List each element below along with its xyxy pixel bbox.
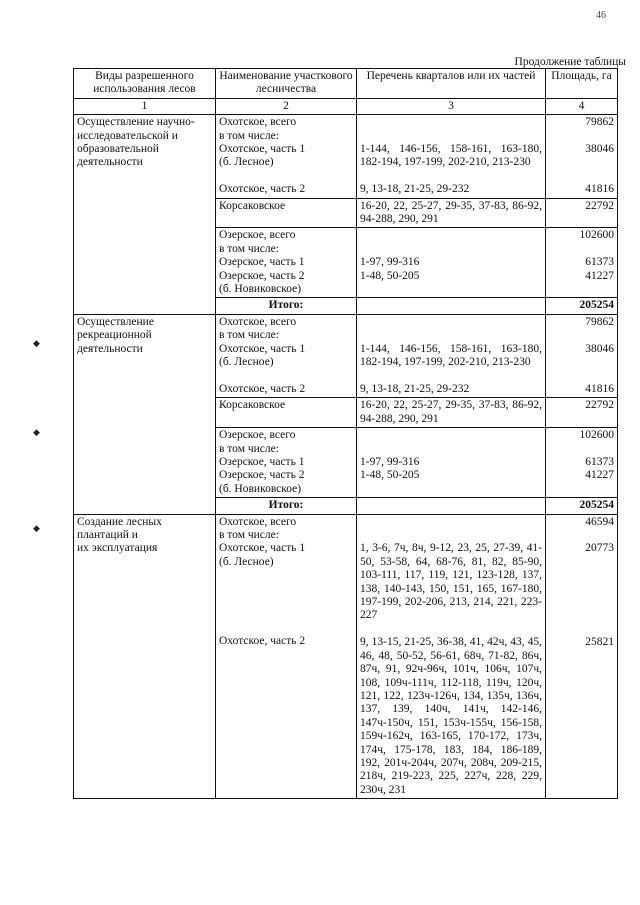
header-use-kind: Виды разрешенного использования лесов: [74, 69, 216, 99]
area-value: 22792: [546, 198, 618, 228]
quarters-list: 9, 13-15, 21-25, 36-38, 41, 42ч, 43, 45, 46, 48, 50-52, 56-61, 68ч, 71-82, 86ч, 87ч, 91, 92ч-96ч, 101ч, 106ч, 107ч, 108, 109ч-111ч, 112-118, 119ч, 120ч, 121, 122, 123ч-126ч, 134, 135ч, 136ч, 137, 139, 140ч, 141ч, 142-146, 147ч-150ч, 151, 153ч-155ч, 156-158, 159ч-162ч, 163-165, 170-172, 173ч, 174ч, 175-178, 183, 184, 186-189, 192, 201ч-204ч, 207ч, 208ч, 209-215, 218ч, 219-223, 225, 227ч, 228, 229, 230ч, 231: [360, 636, 542, 796]
area-cell: [546, 428, 618, 498]
table-row: [74, 115, 618, 198]
col-num-2: 2: [216, 98, 357, 114]
forest-use-table: [73, 68, 618, 799]
area-value: 61373: [585, 256, 614, 269]
forestry-name: Корсаковское: [216, 198, 357, 228]
quarters-list: 9, 13-18, 21-25, 29-232: [360, 183, 470, 196]
forestry-cell: [216, 514, 357, 799]
area-value: 61373: [585, 455, 614, 468]
col-num-1: 1: [74, 98, 216, 114]
area-value: 38046: [585, 143, 614, 156]
quarters-list: 1-97, 99-316: [360, 455, 420, 468]
quarters-list: 1-144, 146-156, 158-161, 163-180, 182-194, 197-199, 202-210, 213-230: [360, 143, 542, 169]
forestry-name: Охотское, всего: [219, 515, 297, 528]
table-row: [74, 314, 618, 397]
quarters-cell: [357, 314, 546, 397]
area-value: 79862: [585, 116, 614, 129]
forestry-name: Охотское, часть 1: [219, 542, 306, 555]
header-area: Площадь, га: [546, 69, 618, 99]
quarters-cell: [357, 228, 546, 298]
margin-mark-icon: ◆: [33, 338, 40, 348]
use-kind-cell: [74, 514, 216, 799]
use-kind-cell: [74, 115, 216, 315]
area-value: 22792: [546, 398, 618, 428]
quarters-cell: [357, 115, 546, 198]
continuation-caption: Продолжение таблицы: [514, 56, 626, 68]
forestry-subname: (б. Новиковское): [219, 482, 302, 495]
area-cell: [546, 228, 618, 298]
quarters-list: 1-144, 146-156, 158-161, 163-180, 182-194, 197-199, 202-210, 213-230: [360, 342, 542, 369]
area-cell: [546, 115, 618, 198]
area-value: 25821: [585, 635, 614, 648]
use-kind: Осуществление научно-исследовательской и образовательной деятельности: [77, 116, 195, 169]
quarters-list: 1, 3-6, 7ч, 8ч, 9-12, 23, 25, 27-39, 41-50, 53-58, 64, 68-76, 81, 82, 85-90, 103-111, 117, 119, 121, 123-128, 137, 138, 140-143, 150, 151, 165, 167-180, 197-199, 202-206, 213, 214, 221, 223-227: [360, 542, 542, 622]
forestry-name: Охотское, часть 2: [219, 183, 306, 196]
forestry-subname: (б. Лесное): [219, 356, 274, 369]
forestry-name: Озерское, часть 1: [219, 256, 305, 269]
including-label: в том числе:: [219, 329, 279, 342]
use-kind: их эксплуатация: [77, 542, 158, 555]
forestry-name: Озерское, всего: [219, 229, 296, 242]
total-value: 205254: [546, 498, 618, 514]
quarters-list: 1-48, 50-205: [360, 469, 420, 482]
forestry-name: Озерское, часть 2: [219, 469, 305, 482]
header-row: [74, 69, 618, 99]
quarters-list: 9, 13-18, 21-25, 29-232: [360, 382, 470, 395]
forestry-subname: (б. Лесное): [219, 555, 274, 568]
area-value: 41227: [585, 469, 614, 482]
area-value: 20773: [585, 542, 614, 555]
area-value: 38046: [585, 342, 614, 355]
quarters-list: 1-97, 99-316: [360, 256, 420, 269]
forestry-cell: [216, 428, 357, 498]
including-label: в том числе:: [219, 528, 279, 541]
quarters-cell: [357, 428, 546, 498]
area-value: 102600: [579, 429, 614, 442]
including-label: в том числе:: [219, 129, 279, 142]
forestry-name: Озерское, всего: [219, 429, 296, 442]
col-num-4: 4: [546, 98, 618, 114]
forestry-subname: (б. Лесное): [219, 156, 274, 169]
area-value: 102600: [579, 229, 614, 242]
area-cell: [546, 314, 618, 397]
forestry-name: Озерское, часть 2: [219, 269, 305, 282]
margin-mark-icon: ◆: [33, 523, 40, 533]
page-number: 46: [596, 10, 606, 21]
forestry-name: Охотское, часть 1: [219, 143, 306, 156]
forestry-name: Охотское, часть 2: [219, 382, 306, 395]
quarters-list: 1-48, 50-205: [360, 269, 420, 282]
area-value: 79862: [585, 315, 614, 328]
use-kind-cell: [74, 314, 216, 514]
quarters-list: 16-20, 22, 25-27, 29-35, 37-83, 86-92, 94-288, 290, 291: [357, 398, 546, 428]
table-row: [74, 514, 618, 799]
forestry-name: Озерское, часть 1: [219, 455, 305, 468]
quarters-list: 16-20, 22, 25-27, 29-35, 37-83, 86-92, 94-288, 290, 291: [357, 198, 546, 228]
header-forestry: Наименование участкового лесничества: [216, 69, 357, 99]
area-value: 41816: [585, 183, 614, 196]
forestry-name: Охотское, всего: [219, 315, 297, 328]
total-label: Итого:: [216, 298, 357, 314]
quarters-cell: [357, 514, 546, 799]
area-cell: [546, 514, 618, 799]
use-kind: плантаций и: [77, 528, 138, 541]
area-value: 41816: [585, 382, 614, 395]
margin-mark-icon: ◆: [33, 427, 40, 437]
forestry-name: Охотское, часть 1: [219, 342, 306, 355]
total-value: 205254: [546, 298, 618, 314]
forestry-cell: [216, 228, 357, 298]
area-value: 41227: [585, 269, 614, 282]
use-kind: Осуществление рекреационной деятельности: [77, 315, 154, 355]
including-label: в том числе:: [219, 442, 279, 455]
including-label: в том числе:: [219, 242, 279, 255]
forestry-cell: [216, 115, 357, 198]
col-num-3: 3: [357, 98, 546, 114]
use-kind: Создание лесных: [77, 515, 162, 528]
total-label: Итого:: [216, 498, 357, 514]
header-quarters: Перечень кварталов или их частей: [357, 69, 546, 99]
column-number-row: [74, 98, 618, 114]
forestry-name: Корсаковское: [216, 398, 357, 428]
forestry-name: Охотское, часть 2: [219, 635, 306, 648]
forestry-name: Охотское, всего: [219, 116, 297, 129]
forestry-cell: [216, 314, 357, 397]
area-value: 46594: [585, 515, 614, 528]
forestry-subname: (б. Новиковское): [219, 283, 302, 296]
